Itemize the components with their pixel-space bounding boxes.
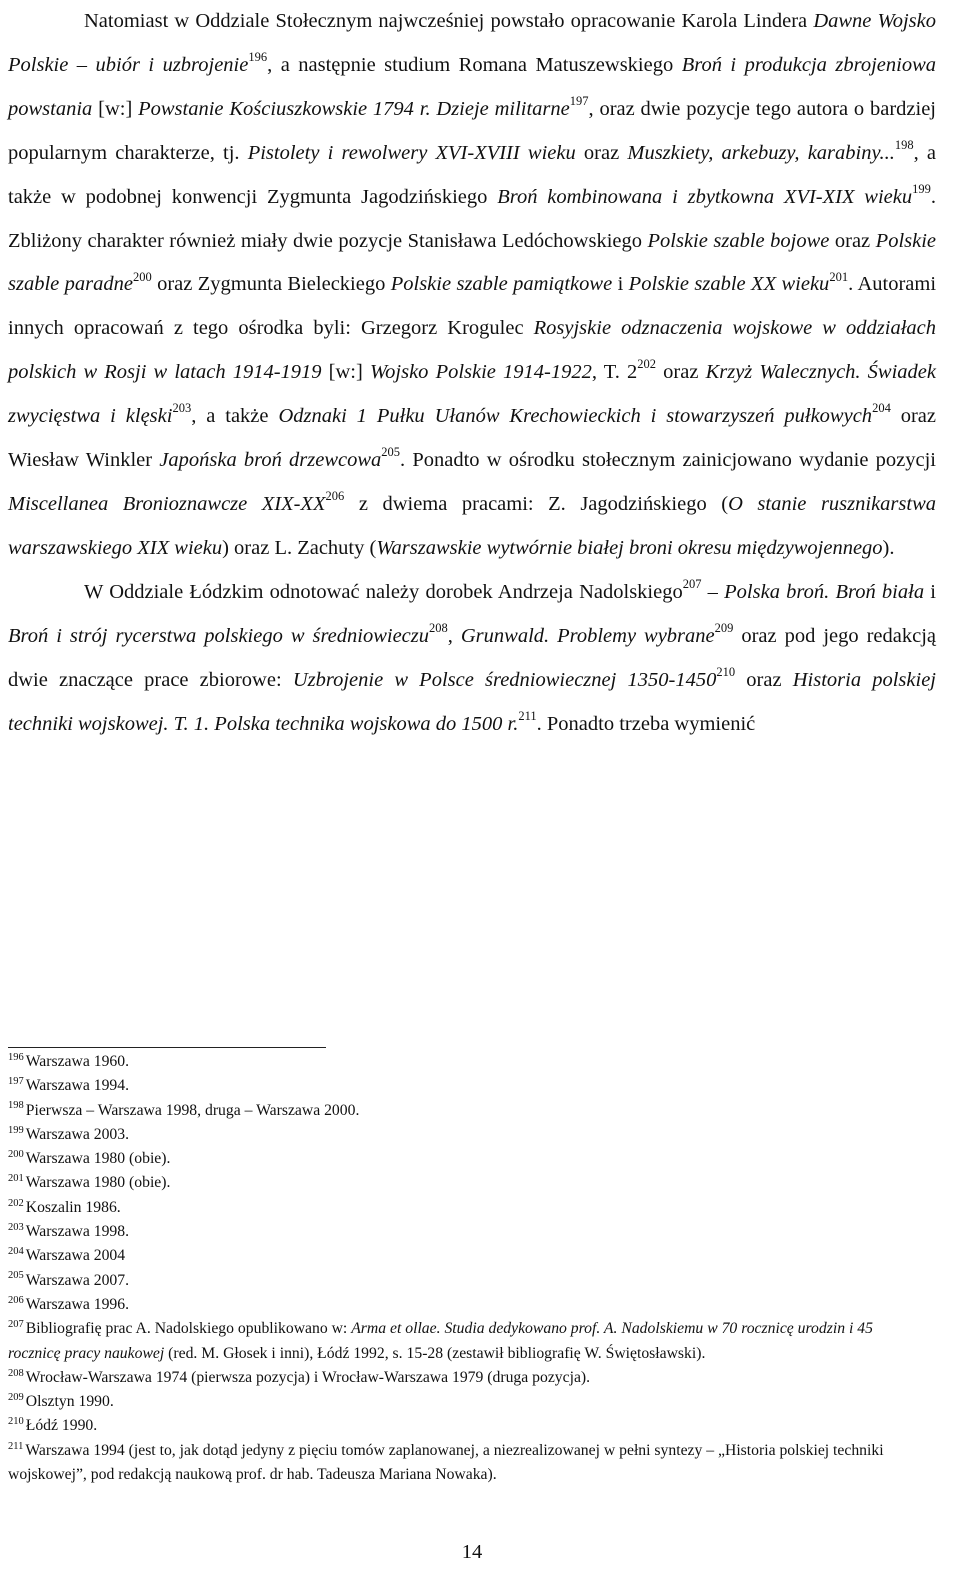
italic-title: Wojsko Polskie 1914-1922 (369, 361, 592, 384)
footnote-ref: 210 (716, 664, 736, 679)
footnote-ref: 201 (829, 269, 849, 284)
footnote-text: Warszawa 1994 (jest to, jak dotąd jedyny z pięciu tomów zaplanowanej, a niezrealizowanej w pełni syntezy – „Historia polskiej techniki wojskowej”, pod redakcją naukową prof. dr hab. Tadeusza Mariana Nowaka). (8, 1441, 884, 1484)
footnote-205 (8, 1269, 928, 1293)
footnote-ref: 199 (912, 181, 931, 196)
text-run: ). (882, 536, 895, 559)
footnote-200 (8, 1147, 928, 1171)
footnote-text: Warszawa 1980 (obie). (25, 1150, 171, 1168)
italic-title: Polskie szable XX wieku (628, 273, 830, 296)
text-run: i (612, 273, 629, 296)
italic-title: Powstanie Kościuszkowskie 1794 r. Dzieje militarne (138, 97, 570, 120)
text-run: z dwiema pracami: Z. Jagodzińskiego ( (344, 492, 729, 515)
footnote-text: Warszawa 2003. (25, 1125, 130, 1143)
text-run: . Ponadto w ośrodku stołecznym zainicjowano wydanie pozycji (400, 449, 936, 472)
footnote-number: 204 (8, 1246, 24, 1258)
footnote-number: 209 (8, 1391, 24, 1403)
footnote-separator (8, 1047, 326, 1048)
footnote-ref: 211 (518, 708, 537, 723)
text-run: . Zbliżony charakter również miały dwie pozycje Stanisława Ledóchowskiego (8, 185, 937, 252)
italic-title: Broń i strój rycerstwa polskiego w średniowieczu (8, 624, 429, 647)
footnote-ref: 204 (872, 401, 891, 416)
footnote-211 (8, 1439, 928, 1488)
footnote-number: 208 (8, 1367, 24, 1379)
text-run: – (701, 580, 725, 603)
footnote-number: 199 (8, 1124, 24, 1136)
footnote-ref: 209 (714, 620, 734, 635)
italic-title: Broń i produkcja zbrojeniowa powstania (8, 53, 937, 120)
footnote-ref: 208 (429, 620, 448, 635)
italic-title: Krzyż Walecznych. Świadek zwycięstwa i klęski (8, 361, 937, 428)
text-run: oraz Zygmunta Bieleckiego (151, 273, 391, 296)
footnote-210 (8, 1414, 928, 1438)
footnote-text: Bibliografię prac A. Nadolskiego opublikowano w: (25, 1320, 352, 1338)
text-run: [w:] (92, 97, 139, 120)
footnote-209 (8, 1390, 928, 1414)
text-run: , a także w podobnej konwencji Zygmunta Jagodzińskiego (8, 141, 936, 208)
page-number: 14 (461, 1541, 483, 1563)
footnote-ref: 196 (248, 50, 268, 65)
text-run: ) oraz L. Zachuty ( (222, 536, 377, 559)
italic-title: Polska broń. Broń biała (724, 580, 925, 603)
footnote-text: Warszawa 1994. (25, 1077, 130, 1095)
text-run: oraz (656, 361, 706, 384)
footnote-ref: 198 (894, 137, 914, 152)
footnote-number: 207 (8, 1319, 24, 1331)
footnote-ref: 197 (569, 93, 589, 108)
italic-title: Polskie szable paradne (8, 229, 937, 296)
footnote-197 (8, 1074, 928, 1098)
text-run: oraz pod jego redakcją dwie znaczące prace zbiorowe: (8, 624, 937, 691)
text-run: oraz Wiesław Winkler (8, 405, 937, 472)
footnote-ref: 207 (682, 576, 702, 591)
footnote-number: 198 (8, 1100, 24, 1112)
footnote-text: Warszawa 2007. (25, 1271, 130, 1289)
footnote-number: 197 (8, 1076, 24, 1088)
text-run: Natomiast w Oddziale Stołecznym najwcześniej powstało opracowanie Karola Lindera (84, 10, 814, 32)
italic-title: Muszkiety, arkebuzy, karabiny... (627, 141, 895, 164)
text-run: , T. 2 (591, 361, 638, 384)
footnote-text: Warszawa 1960. (25, 1053, 130, 1070)
footnote-207 (8, 1317, 928, 1366)
italic-title: Japońska broń drzewcowa (159, 449, 382, 472)
footnote-text: Pierwsza – Warszawa 1998, druga – Warszawa 2000. (25, 1101, 360, 1119)
italic-title: O stanie rusznikarstwa warszawskiego XIX wieku (8, 492, 936, 559)
footnote-number: 210 (8, 1416, 24, 1428)
italic-title: Warszawskie wytwórnie białej broni okresu międzywojennego (376, 536, 883, 559)
footnote-number: 202 (8, 1197, 24, 1209)
text-run: , a także (191, 405, 279, 428)
footnote-text: Warszawa 2004 (25, 1247, 126, 1265)
italic-title: Dawne Wojsko Polskie – ubiór i uzbrojenie (8, 10, 937, 76)
footnote-number: 205 (8, 1270, 24, 1282)
italic-title: Polskie szable pamiątkowe (390, 273, 613, 296)
footnote-196 (8, 1050, 928, 1074)
footnote-number: 196 (8, 1051, 24, 1063)
italic-title: Uzbrojenie w Polsce średniowiecznej 1350-1450 (292, 668, 717, 691)
footnote-203 (8, 1220, 928, 1244)
footnote-text: Warszawa 1996. (25, 1295, 130, 1313)
footnote-206 (8, 1293, 928, 1317)
footnote-199 (8, 1123, 928, 1147)
footnote-text: Łódź 1990. (25, 1417, 98, 1435)
footnote-text: Warszawa 1980 (obie). (25, 1174, 171, 1192)
text-run: i (924, 580, 936, 603)
text-run: . Ponadto trzeba wymienić (536, 712, 756, 735)
italic-title: Odznaki 1 Pułku Ułanów Krechowieckich i stowarzyszeń pułkowych (278, 405, 873, 428)
footnote-number: 206 (8, 1294, 24, 1306)
footnote-number: 200 (8, 1148, 24, 1160)
text-run: oraz (575, 141, 628, 164)
text-run: oraz (735, 668, 793, 691)
text-run: , a następnie studium Romana Matuszewskiego (267, 53, 682, 76)
italic-title: Rosyjskie odznaczenia wojskowe w oddziałach polskich w Rosji w latach 1914-1919 (8, 317, 936, 384)
footnote-202 (8, 1196, 928, 1220)
italic-title: Polskie szable bojowe (647, 229, 830, 252)
footnote-ref: 206 (325, 489, 345, 504)
footnote-208 (8, 1366, 928, 1390)
footnote-204 (8, 1244, 928, 1268)
footnote-text: Koszalin 1986. (25, 1198, 121, 1216)
footnote-ref: 200 (132, 269, 152, 284)
text-run: . Autorami innych opracowań z tego ośrodka byli: Grzegorz Krogulec (8, 273, 937, 340)
footnote-italic-title: Arma et ollae. Studia dedykowano prof. A. Nadolskiemu w 70 rocznicę urodzin i 45 rocznicę pracy naukowej (8, 1320, 873, 1362)
footnote-text: Olsztyn 1990. (25, 1393, 114, 1411)
text-run: [w:] (321, 361, 370, 384)
footnote-number: 201 (8, 1173, 24, 1185)
text-run: oraz (829, 229, 876, 252)
footnote-201 (8, 1171, 928, 1195)
footnote-ref: 202 (637, 357, 657, 372)
text-run: W Oddziale Łódzkim odnotować należy dorobek Andrzeja Nadolskiego (84, 580, 683, 603)
footnote-ref: 203 (172, 401, 192, 416)
footnote-number: 211 (8, 1440, 24, 1452)
footnote-text: (red. M. Głosek i inni), Łódź 1992, s. 15-28 (zestawił bibliografię W. Świętosławski). (164, 1344, 706, 1362)
italic-title: Historia polskiej techniki wojskowej. T. 1. Polska technika wojskowa do 1500 r. (8, 668, 937, 735)
footnote-198 (8, 1099, 928, 1123)
footnote-text: Warszawa 1998. (25, 1223, 130, 1241)
footnote-text: Wrocław-Warszawa 1974 (pierwsza pozycja) i Wrocław-Warszawa 1979 (druga pozycja). (25, 1368, 591, 1386)
italic-title: Pistolety i rewolwery XVI-XVIII wieku (247, 141, 576, 164)
text-run: , oraz dwie pozycje tego autora o bardziej popularnym charakterze, tj. (8, 97, 937, 164)
footnote-number: 203 (8, 1221, 24, 1233)
paragraph-1 (8, 0, 936, 571)
italic-title: Miscellanea Bronioznawcze XIX-XX (8, 492, 326, 515)
text-run: , (447, 624, 461, 647)
main-text (8, 0, 936, 746)
paragraph-2 (8, 571, 936, 747)
italic-title: Broń kombinowana i zbytkowna XVI-XIX wieku (497, 185, 913, 208)
italic-title: Grunwald. Problemy wybrane (460, 624, 715, 647)
footnote-ref: 205 (381, 445, 401, 460)
footnotes (8, 1050, 928, 1487)
